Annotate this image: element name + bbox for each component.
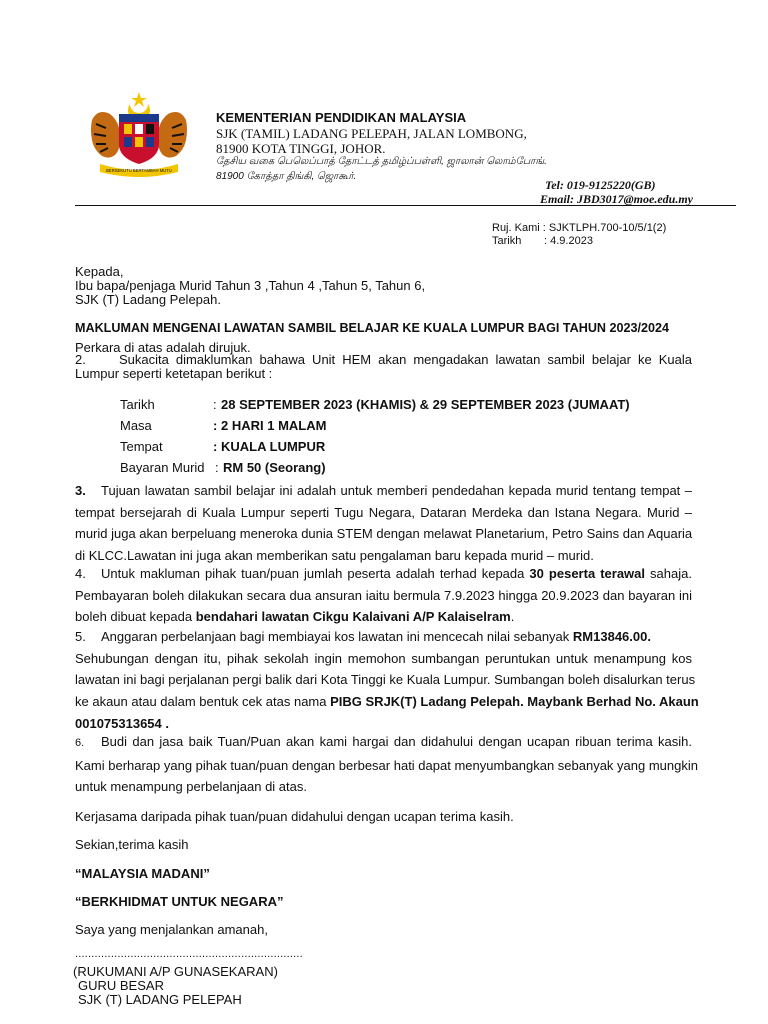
school-telephone: Tel: 019-9125220(GB) bbox=[545, 178, 656, 192]
para5-line1-a: Anggaran perbelanjaan bagi membiayai kos lawatan ini mencecah nilai sebanyak bbox=[101, 629, 573, 644]
para4-line1-a: Untuk makluman pihak tuan/puan jumlah peserta adalah terhad kepada bbox=[101, 566, 530, 581]
recipient-kepada: Kepada, bbox=[75, 264, 124, 279]
tamil-address-line2: 81900 கோத்தா திங்கி, ஜொகூர். bbox=[216, 171, 357, 182]
motto-malaysia-madani: “MALAYSIA MADANI” bbox=[75, 866, 210, 881]
school-address-line1: SJK (TAMIL) LADANG PELEPAH, JALAN LOMBONG, bbox=[216, 126, 527, 141]
school-email: Email: JBD3017@moe.edu.my bbox=[540, 192, 693, 206]
closing-kerjasama: Kerjasama daripada pihak tuan/puan didahului dengan ucapan terima kasih. bbox=[75, 809, 514, 824]
detail-colon-bayaran: : bbox=[215, 460, 219, 475]
motto-berkhidmat: “BERKHIDMAT UNTUK NEGARA” bbox=[75, 894, 284, 909]
para5-number: 5. bbox=[75, 629, 86, 644]
detail-colon-masa: : bbox=[213, 418, 218, 433]
signatory-school: SJK (T) LADANG PELEPAH bbox=[78, 992, 242, 1007]
paragraph-2 bbox=[75, 353, 692, 381]
signature-line: ...................................................................... bbox=[75, 948, 303, 960]
para6-number: 6. bbox=[75, 737, 85, 749]
detail-colon-tarikh: : bbox=[213, 397, 217, 412]
tamil-address-line1: தேசிய வகை பெலெப்பாத் தோட்டத் தமிழ்ப்பள்ளி, ஜாலான் லொம்போங். bbox=[216, 156, 547, 167]
para3-line3: murid juga akan berpeluang meneroka dunia STEM dengan melawat Planetarium, Petro Sains dan Aquaria bbox=[75, 526, 693, 542]
para5-line4-a: ke akaun atau dalam bentuk cek atas nama bbox=[75, 694, 331, 710]
letterhead-divider bbox=[75, 205, 736, 206]
closing-saya: Saya yang menjalankan amanah, bbox=[75, 922, 268, 937]
detail-label-tarikh: Tarikh bbox=[120, 397, 155, 412]
detail-value-masa: 2 HARI 1 MALAM bbox=[221, 418, 327, 433]
paragraph-6 bbox=[75, 731, 698, 798]
detail-value-tarikh: 28 SEPTEMBER 2023 (KHAMIS) & 29 SEPTEMBER 2023 (JUMAAT) bbox=[221, 397, 630, 412]
reference-tarikh bbox=[492, 235, 593, 247]
para2-number: 2. bbox=[75, 352, 86, 367]
para3-line1: Tujuan lawatan sambil belajar ini adalah untuk memberi pendedahan kepada murid tentang tempat – bbox=[101, 483, 692, 498]
intro-line: Perkara di atas adalah dirujuk. bbox=[75, 340, 251, 355]
para4-line3-b: bendahari lawatan Cikgu Kalaivani A/P Kalaiselram bbox=[195, 609, 511, 625]
para6-line3: untuk menampung perbelanjaan di atas. bbox=[75, 779, 307, 795]
detail-label-masa: Masa bbox=[120, 418, 152, 433]
letter-subject: MAKLUMAN MENGENAI LAWATAN SAMBIL BELAJAR KE KUALA LUMPUR BAGI TAHUN 2023/2024 bbox=[75, 321, 670, 335]
para6-line2: Kami berharap yang pihak tuan/puan dengan berbesar hati dapat menyumbangkan sebanyak yang mungkin bbox=[75, 757, 698, 773]
detail-label-bayaran: Bayaran Murid bbox=[120, 460, 205, 475]
para4-number: 4. bbox=[75, 566, 86, 581]
paragraph-4 bbox=[75, 563, 692, 628]
signatory-title: GURU BESAR bbox=[78, 978, 164, 993]
para5-line1-b: RM13846.00. bbox=[572, 629, 651, 644]
crest-motto: BERSEKUTU BERTAMBAH MUTU bbox=[106, 168, 172, 173]
school-address-line2: 81900 KOTA TINGGI, JOHOR. bbox=[216, 141, 386, 156]
para5-line2: Sehubungan dengan itu, pihak sekolah ingin memohon sumbangan peruntukan untuk menampung kos bbox=[75, 650, 692, 666]
para4-line2: Pembayaran boleh dilakukan secara dua ansuran iaitu bermula 7.9.2023 hingga 20.9.2023 dan bayaran ini bbox=[75, 587, 692, 603]
detail-value-bayaran: RM 50 (Seorang) bbox=[223, 460, 326, 475]
paragraph-3 bbox=[75, 480, 692, 567]
para4-line3-a: boleh dibuat kepada bbox=[75, 609, 196, 625]
para4-line3-c: . bbox=[510, 609, 515, 625]
detail-value-tempat: KUALA LUMPUR bbox=[221, 439, 326, 454]
para5-line5: 001075313654 . bbox=[75, 715, 169, 731]
ruj-label: Ruj. Kami bbox=[492, 222, 540, 234]
tarikh-label: Tarikh bbox=[492, 235, 522, 247]
para2-line2: Lumpur seperti ketetapan berikut : bbox=[75, 366, 273, 381]
paragraph-5 bbox=[75, 626, 699, 735]
para4-line1-c: sahaja. bbox=[645, 566, 692, 581]
para6-line1: Budi dan jasa baik Tuan/Puan akan kami hargai dan didahului dengan ucapan ribuan terima kasih. bbox=[101, 734, 692, 749]
para3-number: 3. bbox=[75, 483, 86, 498]
ministry-name: KEMENTERIAN PENDIDIKAN MALAYSIA bbox=[216, 110, 467, 125]
recipient-line1: Ibu bapa/penjaga Murid Tahun 3 ,Tahun 4 ,Tahun 5, Tahun 6, bbox=[75, 278, 426, 293]
para4-line1-b: 30 peserta terawal bbox=[529, 566, 646, 581]
detail-label-tempat: Tempat bbox=[120, 439, 163, 454]
malaysia-coat-of-arms-icon bbox=[84, 90, 194, 180]
para5-line3: lawatan ini bagi perjalanan pergi balik dari Kota Tinggi ke Kuala Lumpur. Sumbangan boleh disalurkan terus bbox=[75, 672, 696, 688]
signatory-name: (RUKUMANI A/P GUNASEKARAN) bbox=[73, 964, 278, 979]
ruj-value: : SJKTLPH.700-10/5/1(2) bbox=[542, 222, 667, 234]
para2-line1: Sukacita dimaklumkan bahawa Unit HEM akan mengadakan lawatan sambil belajar ke Kuala bbox=[119, 352, 692, 367]
reference-ruj bbox=[492, 222, 666, 234]
detail-colon-tempat: : bbox=[213, 439, 218, 454]
closing-sekian: Sekian,terima kasih bbox=[75, 837, 189, 852]
tarikh-value: : 4.9.2023 bbox=[544, 235, 593, 247]
recipient-line2: SJK (T) Ladang Pelepah. bbox=[75, 292, 221, 307]
para5-line4-b: PIBG SRJK(T) Ladang Pelepah. Maybank Berhad No. Akaun bbox=[330, 694, 699, 710]
para3-line2: tempat bersejarah di Kuala Lumpur seperti Tugu Negara, Dataran Merdeka dan Istana Negara. Murid – bbox=[75, 504, 692, 520]
para3-line4: di KLCC.Lawatan ini juga akan memberikan satu pengalaman baru kepada murid – murid. bbox=[75, 548, 594, 564]
